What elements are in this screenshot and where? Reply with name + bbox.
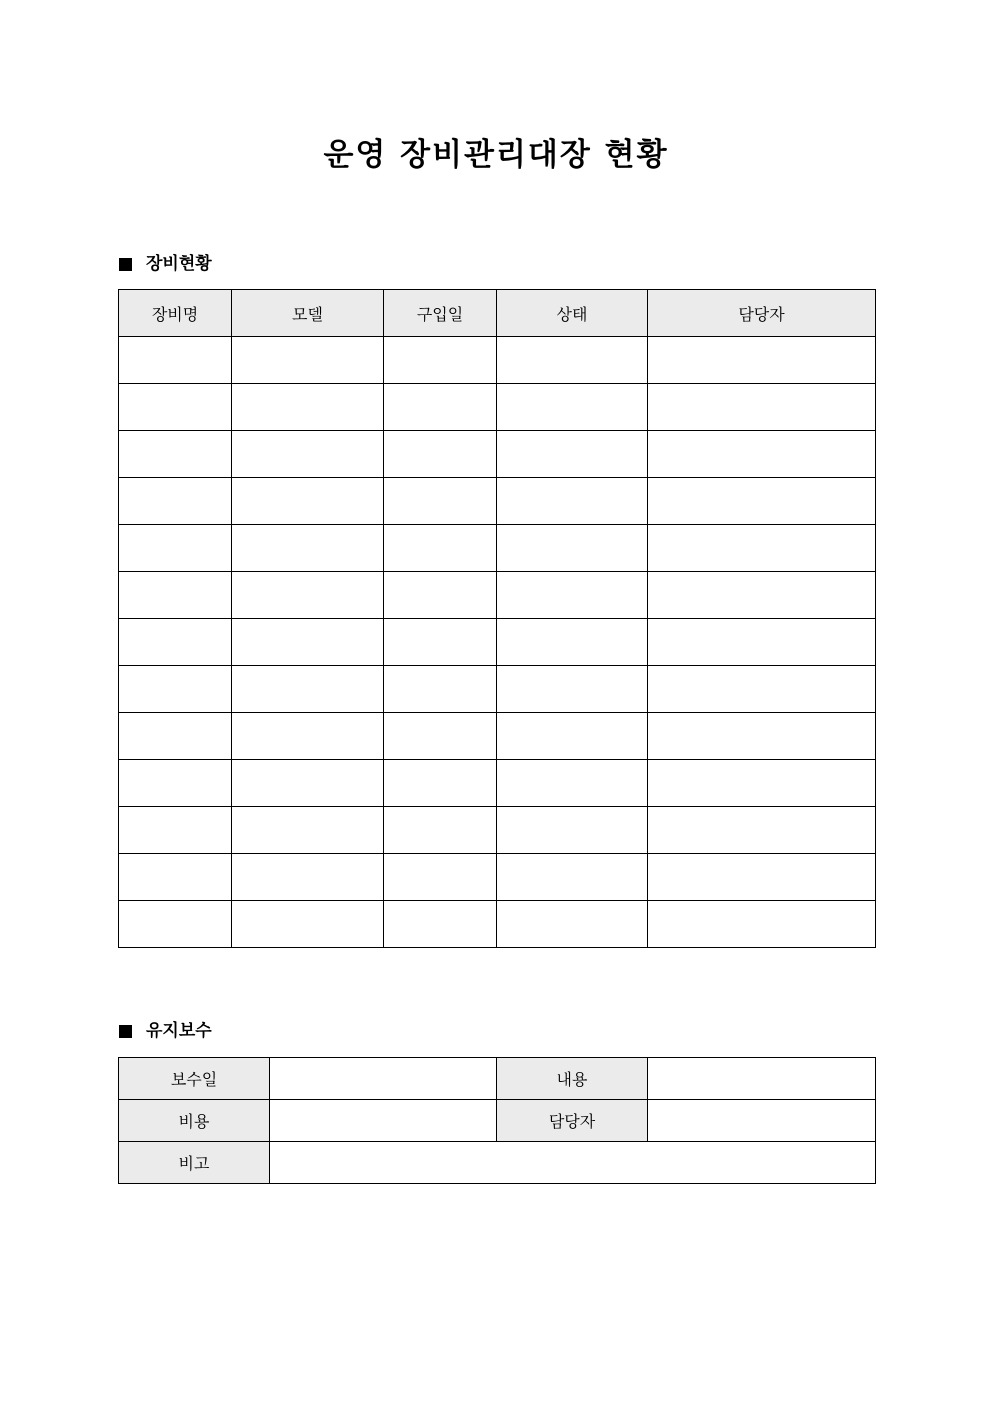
model-cell[interactable] (232, 760, 384, 807)
status-cell[interactable] (497, 854, 648, 901)
square-bullet-icon (119, 258, 132, 271)
equipment-name-cell[interactable] (119, 760, 232, 807)
purchase-date-cell[interactable] (384, 572, 497, 619)
content-label: 내용 (497, 1058, 648, 1100)
maintenance-row-remarks (119, 1142, 876, 1184)
purchase-date-cell[interactable] (384, 666, 497, 713)
equipment-name-cell[interactable] (119, 619, 232, 666)
equipment-section-title: 장비현황 (146, 254, 212, 274)
manager-cell[interactable] (648, 337, 876, 384)
maintenance-row-date-content (119, 1058, 876, 1100)
status-cell[interactable] (497, 713, 648, 760)
remarks-field[interactable] (270, 1142, 876, 1184)
model-cell[interactable] (232, 619, 384, 666)
purchase-date-cell[interactable] (384, 619, 497, 666)
table-row (119, 760, 876, 807)
manager-cell[interactable] (648, 619, 876, 666)
equipment-name-cell[interactable] (119, 901, 232, 948)
status-cell[interactable] (497, 431, 648, 478)
manager-cell[interactable] (648, 807, 876, 854)
status-cell[interactable] (497, 760, 648, 807)
maintenance-date-label: 보수일 (119, 1058, 270, 1100)
table-row (119, 337, 876, 384)
model-cell[interactable] (232, 572, 384, 619)
purchase-date-cell[interactable] (384, 760, 497, 807)
purchase-date-cell[interactable] (384, 901, 497, 948)
purchase-date-cell[interactable] (384, 478, 497, 525)
purchase-date-cell[interactable] (384, 525, 497, 572)
model-cell[interactable] (232, 901, 384, 948)
status-cell[interactable] (497, 901, 648, 948)
manager-cell[interactable] (648, 713, 876, 760)
maintenance-row-cost-manager (119, 1100, 876, 1142)
equipment-name-cell[interactable] (119, 525, 232, 572)
purchase-date-cell[interactable] (384, 807, 497, 854)
column-header-manager: 담당자 (648, 290, 876, 337)
manager-cell[interactable] (648, 760, 876, 807)
manager-cell[interactable] (648, 901, 876, 948)
status-cell[interactable] (497, 525, 648, 572)
equipment-name-cell[interactable] (119, 666, 232, 713)
manager-label: 담당자 (497, 1100, 648, 1142)
remarks-label: 비고 (119, 1142, 270, 1184)
equipment-section-heading (119, 252, 212, 276)
equipment-name-cell[interactable] (119, 854, 232, 901)
manager-cell[interactable] (648, 854, 876, 901)
equipment-name-cell[interactable] (119, 807, 232, 854)
status-cell[interactable] (497, 619, 648, 666)
square-bullet-icon (119, 1025, 132, 1038)
status-cell[interactable] (497, 572, 648, 619)
purchase-date-cell[interactable] (384, 431, 497, 478)
model-cell[interactable] (232, 807, 384, 854)
table-row (119, 854, 876, 901)
manager-cell[interactable] (648, 525, 876, 572)
column-header-model: 모델 (232, 290, 384, 337)
model-cell[interactable] (232, 713, 384, 760)
manager-cell[interactable] (648, 572, 876, 619)
status-cell[interactable] (497, 337, 648, 384)
manager-cell[interactable] (648, 384, 876, 431)
equipment-name-cell[interactable] (119, 431, 232, 478)
equipment-table (118, 289, 876, 948)
equipment-name-cell[interactable] (119, 713, 232, 760)
table-row (119, 478, 876, 525)
maintenance-date-field[interactable] (270, 1058, 497, 1100)
table-row (119, 384, 876, 431)
model-cell[interactable] (232, 384, 384, 431)
model-cell[interactable] (232, 666, 384, 713)
equipment-table-header-row (119, 290, 876, 337)
model-cell[interactable] (232, 854, 384, 901)
cost-label: 비용 (119, 1100, 270, 1142)
maintenance-table (118, 1057, 876, 1184)
table-row (119, 619, 876, 666)
status-cell[interactable] (497, 478, 648, 525)
table-row (119, 713, 876, 760)
model-cell[interactable] (232, 478, 384, 525)
purchase-date-cell[interactable] (384, 854, 497, 901)
manager-field[interactable] (648, 1100, 876, 1142)
table-row (119, 807, 876, 854)
status-cell[interactable] (497, 384, 648, 431)
maintenance-section-heading (119, 1019, 212, 1043)
model-cell[interactable] (232, 337, 384, 384)
purchase-date-cell[interactable] (384, 337, 497, 384)
table-row (119, 666, 876, 713)
equipment-name-cell[interactable] (119, 337, 232, 384)
maintenance-section-title: 유지보수 (146, 1021, 212, 1041)
equipment-name-cell[interactable] (119, 478, 232, 525)
equipment-name-cell[interactable] (119, 384, 232, 431)
page-title: 운영 장비관리대장 현황 (323, 137, 669, 173)
table-row (119, 572, 876, 619)
column-header-status: 상태 (497, 290, 648, 337)
table-row (119, 901, 876, 948)
manager-cell[interactable] (648, 431, 876, 478)
table-row (119, 431, 876, 478)
cost-field[interactable] (270, 1100, 497, 1142)
model-cell[interactable] (232, 431, 384, 478)
status-cell[interactable] (497, 807, 648, 854)
content-field[interactable] (648, 1058, 876, 1100)
manager-cell[interactable] (648, 478, 876, 525)
table-row (119, 525, 876, 572)
column-header-purchase-date: 구입일 (384, 290, 497, 337)
column-header-equipment-name: 장비명 (119, 290, 232, 337)
purchase-date-cell[interactable] (384, 384, 497, 431)
model-cell[interactable] (232, 525, 384, 572)
purchase-date-cell[interactable] (384, 713, 497, 760)
equipment-name-cell[interactable] (119, 572, 232, 619)
status-cell[interactable] (497, 666, 648, 713)
manager-cell[interactable] (648, 666, 876, 713)
equipment-table-body (119, 337, 876, 948)
